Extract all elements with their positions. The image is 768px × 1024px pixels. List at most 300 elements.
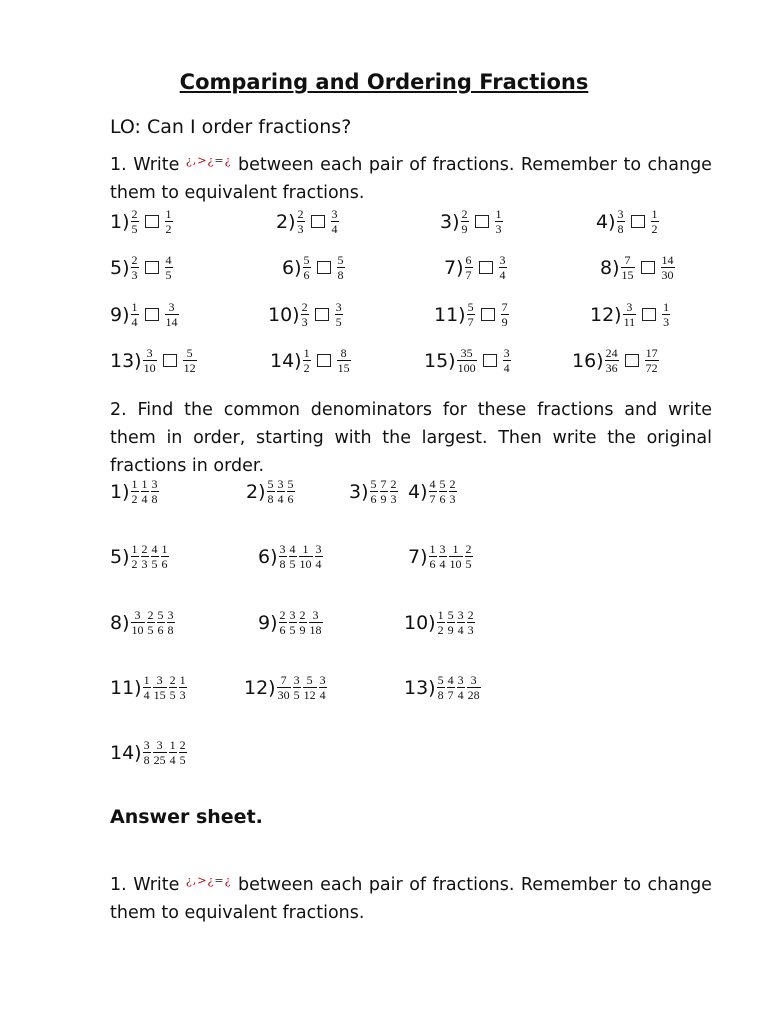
fraction-b — [661, 254, 675, 281]
numerator: 2 — [131, 253, 138, 267]
numerator: 2 — [449, 477, 456, 491]
numerator: 2 — [169, 673, 176, 687]
fraction — [151, 478, 159, 505]
fraction — [141, 543, 149, 570]
numerator: 5 — [303, 253, 310, 267]
numerator: 3 — [312, 608, 319, 622]
denominator: 3 — [297, 222, 304, 236]
fraction-b — [165, 301, 179, 328]
numerator: 3 — [457, 608, 464, 622]
denominator: 8 — [143, 753, 150, 767]
page-title: Comparing and Ordering Fractions — [179, 70, 589, 94]
numerator: 7 — [280, 673, 287, 687]
answer-box — [317, 261, 331, 274]
numerator: 3 — [503, 346, 510, 360]
denominator: 2 — [651, 222, 658, 236]
comparison-symbols: ¿,>¿=¿ — [185, 154, 232, 167]
denominator: 5 — [165, 268, 172, 282]
fraction — [299, 543, 313, 570]
pair-label: 6) — [282, 256, 302, 279]
numerator: 3 — [319, 673, 326, 687]
answer-box — [315, 308, 329, 321]
numerator: 3 — [499, 253, 506, 267]
denominator: 8 — [167, 623, 174, 637]
set-label: 1) — [110, 480, 130, 503]
denominator: 3 — [390, 492, 397, 506]
denominator: 25 — [153, 753, 166, 767]
fraction-set — [349, 478, 399, 505]
fraction — [390, 478, 398, 505]
numerator: 1 — [651, 207, 658, 221]
denominator: 6 — [279, 623, 286, 637]
pair-label: 3) — [440, 210, 460, 233]
denominator: 4 — [319, 688, 326, 702]
fraction — [447, 609, 455, 636]
numerator: 3 — [315, 542, 322, 556]
denominator: 15 — [153, 688, 166, 702]
answer-box — [479, 261, 493, 274]
fraction-a — [621, 254, 635, 281]
question-1-lead: Write — [133, 155, 180, 175]
fraction — [437, 674, 445, 701]
denominator: 8 — [151, 492, 158, 506]
answer-sheet-heading: Answer sheet. — [110, 806, 263, 828]
numerator: 7 — [501, 300, 508, 314]
fraction — [447, 674, 455, 701]
denominator: 7 — [447, 688, 454, 702]
fraction-b — [335, 301, 343, 328]
numerator: 5 — [306, 673, 313, 687]
fraction — [315, 543, 323, 570]
answer-box — [145, 215, 159, 228]
fraction-pair — [110, 347, 198, 374]
numerator: 8 — [340, 346, 347, 360]
set-label: 14) — [110, 741, 142, 764]
denominator: 5 — [465, 557, 472, 571]
fraction-set — [408, 478, 458, 505]
denominator: 10 — [449, 557, 462, 571]
numerator: 1 — [169, 738, 176, 752]
fraction-b — [165, 254, 173, 281]
fraction — [131, 478, 139, 505]
numerator: 1 — [303, 346, 310, 360]
numerator: 1 — [143, 673, 150, 687]
denominator: 3 — [495, 222, 502, 236]
numerator: 1 — [495, 207, 502, 221]
fraction-pair — [270, 347, 352, 374]
fraction — [467, 609, 475, 636]
numerator: 3 — [134, 608, 141, 622]
numerator: 5 — [467, 300, 474, 314]
fraction — [299, 609, 307, 636]
set-label: 2) — [246, 480, 266, 503]
pair-label: 14) — [270, 349, 302, 372]
denominator: 4 — [315, 557, 322, 571]
question-2-number: 2. — [110, 400, 127, 420]
fraction-set — [110, 739, 188, 766]
answer-box — [631, 215, 645, 228]
denominator: 11 — [623, 315, 636, 329]
fraction-pair — [444, 254, 508, 281]
numerator: 5 — [157, 608, 164, 622]
fraction — [279, 609, 287, 636]
numerator: 2 — [461, 207, 468, 221]
fraction — [169, 674, 177, 701]
fraction-a — [131, 301, 139, 328]
numerator: 3 — [146, 346, 153, 360]
fraction — [277, 674, 291, 701]
fraction-a — [297, 208, 305, 235]
denominator: 7 — [467, 315, 474, 329]
fraction — [279, 543, 287, 570]
numerator: 14 — [661, 253, 674, 267]
pair-label: 8) — [600, 256, 620, 279]
fraction — [153, 739, 167, 766]
denominator: 6 — [303, 268, 310, 282]
denominator: 8 — [267, 492, 274, 506]
denominator: 6 — [157, 623, 164, 637]
denominator: 12 — [303, 688, 316, 702]
denominator: 2 — [437, 623, 444, 637]
fraction-a — [131, 208, 139, 235]
numerator: 5 — [447, 608, 454, 622]
numerator: 2 — [179, 738, 186, 752]
fraction-b — [662, 301, 670, 328]
question-1-text: between each pair of fractions. Remember to change them to equivalent fractions. — [110, 155, 712, 203]
denominator: 10 — [143, 361, 156, 375]
fraction — [161, 543, 169, 570]
fraction — [131, 543, 139, 570]
denominator: 5 — [289, 623, 296, 637]
fraction-a — [467, 301, 475, 328]
fraction — [179, 739, 187, 766]
denominator: 72 — [645, 361, 658, 375]
fraction — [457, 609, 465, 636]
question-1-instructions — [110, 147, 712, 207]
question-2-text: Find the common denominators for these fractions and write them in order, starting with the largest. Then write the original fractions in order. — [110, 400, 712, 476]
pair-label: 7) — [444, 256, 464, 279]
fraction — [277, 478, 285, 505]
fraction-a — [465, 254, 473, 281]
denominator: 30 — [661, 268, 674, 282]
set-label: 6) — [258, 545, 278, 568]
numerator: 4 — [429, 477, 436, 491]
fraction — [141, 478, 149, 505]
denominator: 14 — [165, 315, 178, 329]
denominator: 36 — [605, 361, 618, 375]
answer-box — [311, 215, 325, 228]
numerator: 1 — [663, 300, 670, 314]
fraction-a — [301, 301, 309, 328]
set-label: 13) — [404, 676, 436, 699]
denominator: 4 — [331, 222, 338, 236]
numerator: 1 — [452, 542, 459, 556]
numerator: 3 — [335, 300, 342, 314]
fraction — [157, 609, 165, 636]
answer-question-1-text: between each pair of fractions. Remember to change them to equivalent fractions. — [110, 875, 712, 923]
denominator: 3 — [467, 623, 474, 637]
denominator: 5 — [131, 222, 138, 236]
answer-box — [481, 308, 495, 321]
fraction — [179, 674, 187, 701]
fraction — [303, 674, 317, 701]
numerator: 5 — [287, 477, 294, 491]
fraction-b — [499, 254, 507, 281]
set-label: 4) — [408, 480, 428, 503]
pair-label: 1) — [110, 210, 130, 233]
set-label: 3) — [349, 480, 369, 503]
fraction-set — [110, 543, 170, 570]
denominator: 6 — [370, 492, 377, 506]
numerator: 2 — [131, 207, 138, 221]
numerator: 4 — [151, 542, 158, 556]
denominator: 2 — [165, 222, 172, 236]
fraction-set — [408, 543, 474, 570]
pair-label: 12) — [590, 303, 622, 326]
numerator: 2 — [147, 608, 154, 622]
fraction-pair — [268, 301, 344, 328]
fraction — [167, 609, 175, 636]
fraction — [287, 478, 295, 505]
numerator: 1 — [302, 542, 309, 556]
denominator: 4 — [499, 268, 506, 282]
numerator: 3 — [151, 477, 158, 491]
numerator: 5 — [337, 253, 344, 267]
denominator: 4 — [143, 688, 150, 702]
fraction-b — [651, 208, 659, 235]
fraction — [380, 478, 388, 505]
fraction-set — [246, 478, 296, 505]
set-label: 9) — [258, 611, 278, 634]
numerator: 3 — [277, 477, 284, 491]
denominator: 7 — [429, 492, 436, 506]
numerator: 2 — [301, 300, 308, 314]
numerator: 4 — [289, 542, 296, 556]
denominator: 5 — [293, 688, 300, 702]
numerator: 5 — [370, 477, 377, 491]
set-label: 7) — [408, 545, 428, 568]
numerator: 5 — [439, 477, 446, 491]
numerator: 35 — [460, 346, 473, 360]
denominator: 4 — [277, 492, 284, 506]
answer-box — [625, 354, 639, 367]
numerator: 3 — [626, 300, 633, 314]
denominator: 10 — [299, 557, 312, 571]
answer-box — [475, 215, 489, 228]
denominator: 6 — [429, 557, 436, 571]
numerator: 3 — [279, 542, 286, 556]
answer-box — [641, 261, 655, 274]
denominator: 9 — [447, 623, 454, 637]
pair-label: 10) — [268, 303, 300, 326]
pair-label: 9) — [110, 303, 130, 326]
fraction-set — [258, 543, 324, 570]
numerator: 4 — [165, 253, 172, 267]
denominator: 9 — [299, 623, 306, 637]
fraction-a — [461, 208, 469, 235]
question-1-number: 1. — [110, 155, 127, 175]
fraction — [143, 674, 151, 701]
denominator: 9 — [501, 315, 508, 329]
pair-label: 13) — [110, 349, 142, 372]
set-label: 10) — [404, 611, 436, 634]
answer-comparison-symbols: ¿,>¿=¿ — [185, 874, 232, 887]
numerator: 1 — [429, 542, 436, 556]
fraction — [131, 609, 145, 636]
fraction-set — [404, 674, 482, 701]
fraction-b — [331, 208, 339, 235]
fraction — [169, 739, 177, 766]
numerator: 1 — [437, 608, 444, 622]
fraction-a — [605, 347, 619, 374]
fraction-set — [244, 674, 328, 701]
answer-box — [483, 354, 497, 367]
fraction-pair — [434, 301, 510, 328]
numerator: 3 — [439, 542, 446, 556]
fraction — [467, 674, 481, 701]
fraction-b — [503, 347, 511, 374]
numerator: 2 — [141, 542, 148, 556]
question-2-instructions — [110, 396, 712, 480]
denominator: 3 — [179, 688, 186, 702]
fraction — [370, 478, 378, 505]
denominator: 5 — [179, 753, 186, 767]
numerator: 5 — [437, 673, 444, 687]
denominator: 4 — [141, 492, 148, 506]
set-label: 5) — [110, 545, 130, 568]
fraction-pair — [110, 208, 174, 235]
numerator: 2 — [390, 477, 397, 491]
learning-objective: LO: Can I order fractions? — [110, 116, 352, 138]
fraction-pair — [600, 254, 676, 281]
answer-question-1-number: 1. — [110, 875, 127, 895]
fraction-set — [110, 609, 176, 636]
numerator: 1 — [179, 673, 186, 687]
fraction — [267, 478, 275, 505]
denominator: 2 — [131, 557, 138, 571]
numerator: 1 — [131, 300, 138, 314]
denominator: 10 — [131, 623, 144, 637]
answer-question-1-lead: Write — [133, 875, 180, 895]
denominator: 3 — [141, 557, 148, 571]
fraction-b — [337, 254, 345, 281]
answer-box — [642, 308, 656, 321]
numerator: 17 — [645, 346, 658, 360]
denominator: 4 — [457, 623, 464, 637]
answer-box — [163, 354, 177, 367]
pair-label: 16) — [572, 349, 604, 372]
denominator: 3 — [663, 315, 670, 329]
numerator: 3 — [143, 738, 150, 752]
numerator: 6 — [465, 253, 472, 267]
fraction-a — [131, 254, 139, 281]
fraction — [153, 674, 167, 701]
numerator: 3 — [289, 608, 296, 622]
denominator: 2 — [131, 492, 138, 506]
numerator: 7 — [624, 253, 631, 267]
pair-label: 5) — [110, 256, 130, 279]
numerator: 2 — [299, 608, 306, 622]
denominator: 8 — [437, 688, 444, 702]
fraction — [429, 543, 437, 570]
fraction — [289, 609, 297, 636]
fraction-pair — [596, 208, 660, 235]
numerator: 3 — [331, 207, 338, 221]
fraction-pair — [110, 254, 174, 281]
set-label: 11) — [110, 676, 142, 699]
answer-box — [145, 261, 159, 274]
fraction-b — [495, 208, 503, 235]
denominator: 6 — [161, 557, 168, 571]
fraction — [449, 478, 457, 505]
numerator: 2 — [279, 608, 286, 622]
answer-box — [145, 308, 159, 321]
fraction-pair — [110, 301, 180, 328]
denominator: 7 — [465, 268, 472, 282]
numerator: 3 — [470, 673, 477, 687]
denominator: 5 — [147, 623, 154, 637]
numerator: 2 — [465, 542, 472, 556]
denominator: 3 — [449, 492, 456, 506]
fraction-pair — [424, 347, 512, 374]
denominator: 30 — [277, 688, 290, 702]
denominator: 4 — [439, 557, 446, 571]
numerator: 5 — [267, 477, 274, 491]
fraction — [439, 543, 447, 570]
fraction-pair — [276, 208, 340, 235]
answer-box — [317, 354, 331, 367]
numerator: 24 — [605, 346, 618, 360]
fraction-set — [110, 478, 160, 505]
denominator: 8 — [337, 268, 344, 282]
denominator: 4 — [169, 753, 176, 767]
numerator: 7 — [380, 477, 387, 491]
denominator: 4 — [457, 688, 464, 702]
denominator: 12 — [183, 361, 196, 375]
numerator: 3 — [168, 300, 175, 314]
fraction — [151, 543, 159, 570]
fraction-pair — [440, 208, 504, 235]
fraction-b — [337, 347, 351, 374]
numerator: 3 — [156, 673, 163, 687]
fraction — [429, 478, 437, 505]
denominator: 6 — [287, 492, 294, 506]
fraction — [465, 543, 473, 570]
denominator: 28 — [467, 688, 480, 702]
denominator: 5 — [169, 688, 176, 702]
fraction — [147, 609, 155, 636]
numerator: 4 — [447, 673, 454, 687]
denominator: 100 — [457, 361, 476, 375]
fraction-a — [303, 254, 311, 281]
numerator: 3 — [457, 673, 464, 687]
numerator: 1 — [131, 542, 138, 556]
denominator: 2 — [303, 361, 310, 375]
fraction-a — [623, 301, 637, 328]
fraction-set — [110, 674, 188, 701]
pair-label: 2) — [276, 210, 296, 233]
denominator: 9 — [461, 222, 468, 236]
fraction — [293, 674, 301, 701]
fraction — [449, 543, 463, 570]
set-label: 12) — [244, 676, 276, 699]
fraction-a — [617, 208, 625, 235]
numerator: 1 — [131, 477, 138, 491]
fraction — [289, 543, 297, 570]
fraction-pair — [572, 347, 660, 374]
numerator: 2 — [297, 207, 304, 221]
numerator: 3 — [617, 207, 624, 221]
